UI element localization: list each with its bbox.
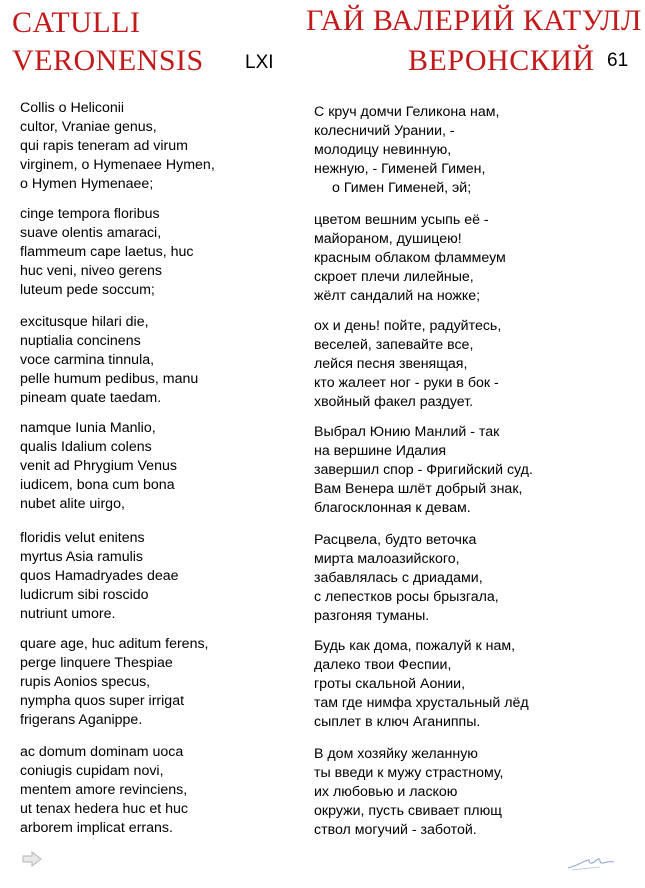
latin-poem-number: LXI xyxy=(245,52,274,73)
poem-line: Будь как дома, пожалуй к нам, xyxy=(314,638,516,654)
poem-line: pineam quate taedam. xyxy=(20,390,162,406)
poem-line: virginem, o Hymenaee Hymen, xyxy=(20,157,215,173)
poem-line: nubet alite uirgo, xyxy=(20,496,125,512)
poem-line: нежную, - Гименей Гимен, xyxy=(314,161,486,177)
poem-line: ludicrum sibi roscido xyxy=(20,587,149,603)
poem-line: лейся песня звенящая, xyxy=(314,356,468,372)
poem-line: luteum pede soccum; xyxy=(20,282,155,298)
latin-title-line1: CATULLI xyxy=(12,6,141,39)
poem-line: Расцвела, будто веточка xyxy=(314,532,477,548)
poem-line: цветом вешним усыпь её - xyxy=(314,212,489,228)
poem-line: mentem amore revinciens, xyxy=(20,782,188,798)
poem-line: хвойный факел раздует. xyxy=(314,394,474,410)
poem-line: благосклонная к девам. xyxy=(314,500,471,516)
poem-line: гроты скальной Аонии, xyxy=(314,676,466,692)
poem-line: ac domum dominam uoca xyxy=(20,744,184,760)
poem-line: quos Hamadryades deae xyxy=(20,568,179,584)
poem-line: huc veni, niveo gerens xyxy=(20,263,162,279)
poem-line: myrtus Asia ramulis xyxy=(20,549,143,565)
poem-line: Collis o Heliconii xyxy=(20,100,125,116)
poem-line: С круч домчи Геликона нам, xyxy=(314,104,500,120)
poem-line: nuptialia concinens xyxy=(20,333,141,349)
russian-stanza xyxy=(314,211,634,306)
poem-line: floridis velut enitens xyxy=(20,530,145,546)
latin-stanza xyxy=(20,635,290,730)
poem-line: ствол могучий - заботой. xyxy=(314,822,477,838)
poem-line: arborem implicat errans. xyxy=(20,820,173,836)
poem-line: perge linquere Thespiae xyxy=(20,655,173,671)
poem-line: frigerans Aganippe. xyxy=(20,712,143,728)
poem-line: venit ad Phrygium Venus xyxy=(20,458,177,474)
poem-line: их любовью и ласкою xyxy=(314,784,458,800)
poem-line: молодицу невинную, xyxy=(314,142,452,158)
poem-line: qualis Idalium colens xyxy=(20,439,152,455)
poem-line: excitusque hilari die, xyxy=(20,314,149,330)
poem-line: кто жалеет ног - руки в бок - xyxy=(314,375,499,391)
poem-line: разгоняя туманы. xyxy=(314,608,430,624)
poem-line: suave olentis amaraci, xyxy=(20,225,162,241)
poem-line: ut tenax hedera huc et huc xyxy=(20,801,189,817)
russian-stanza xyxy=(314,423,634,518)
latin-stanza xyxy=(20,313,290,408)
poem-line: жёлт сандалий на ножке; xyxy=(314,288,481,304)
poem-line: о Гимен Гименей, эй; xyxy=(332,180,472,196)
latin-stanza xyxy=(20,99,290,194)
poem-line: далеко твои Феспии, xyxy=(314,657,452,673)
poem-line: pelle humum pedibus, manu xyxy=(20,371,199,387)
poem-line: nympha quos super irrigat xyxy=(20,693,185,709)
poem-line: qui rapis teneram ad virum xyxy=(20,138,188,154)
arrow-right-icon[interactable] xyxy=(22,851,42,867)
poem-line: красным облаком фламмеум xyxy=(314,250,506,266)
poem-line: мирта малоазийского, xyxy=(314,551,460,567)
latin-title-line2: VERONENSIS xyxy=(12,44,204,77)
poem-line: coniugis cupidam novi, xyxy=(20,763,164,779)
russian-stanza xyxy=(314,531,634,626)
poem-line: flammeum cape laetus, huc xyxy=(20,244,194,260)
poem-line: namque Iunia Manlio, xyxy=(20,420,156,436)
poem-line: веселей, запевайте все, xyxy=(314,337,474,353)
poem-line: quare age, huc aditum ferens, xyxy=(20,636,209,652)
poem-line: rupis Aonios specus, xyxy=(20,674,151,690)
poem-line: майораном, душицею! xyxy=(314,231,462,247)
latin-stanza xyxy=(20,419,290,514)
poem-line: cultor, Vraniae genus, xyxy=(20,119,157,135)
russian-stanza xyxy=(314,317,634,412)
russian-stanza xyxy=(314,637,634,732)
poem-line: скроет плечи лилейные, xyxy=(314,269,474,285)
poem-line: забавлялась с дриадами, xyxy=(314,570,483,586)
russian-stanza xyxy=(314,103,634,198)
russian-title-line2: ВЕРОНСКИЙ xyxy=(408,44,595,77)
russian-poem-number: 61 xyxy=(607,50,629,71)
poem-line: o Hymen Hymenaee; xyxy=(20,176,154,192)
poem-line: колесничий Урании, - xyxy=(314,123,455,139)
russian-stanza xyxy=(314,745,634,840)
poem-line: nutriunt umore. xyxy=(20,606,116,622)
poem-line: сыплет в ключ Аганиппы. xyxy=(314,714,481,730)
signature-icon xyxy=(566,850,616,874)
poem-line: В дом хозяйку желанную xyxy=(314,746,478,762)
latin-stanza xyxy=(20,205,290,300)
poem-line: там где нимфа хрустальный лёд xyxy=(314,695,529,711)
poem-line: завершил спор - Фригийский суд. xyxy=(314,462,533,478)
russian-title-line1: ГАЙ ВАЛЕРИЙ КАТУЛЛ xyxy=(306,4,642,37)
poem-line: Вам Венера шлёт добрый знак, xyxy=(314,481,523,497)
latin-stanza xyxy=(20,529,290,624)
poem-line: ох и день! пойте, радуйтесь, xyxy=(314,318,502,334)
poem-line: cinge tempora floribus xyxy=(20,206,160,222)
poem-line: окружи, пусть свивает плющ xyxy=(314,803,502,819)
poem-line: Выбрал Юнию Манлий - так xyxy=(314,424,500,440)
poem-line: на вершине Идалия xyxy=(314,443,447,459)
latin-stanza xyxy=(20,743,290,838)
poem-line: iudicem, bona cum bona xyxy=(20,477,175,493)
poem-line: ты введи к мужу страстному, xyxy=(314,765,504,781)
poem-line: с лепестков росы брызгала, xyxy=(314,589,499,605)
poem-line: voce carmina tinnula, xyxy=(20,352,155,368)
